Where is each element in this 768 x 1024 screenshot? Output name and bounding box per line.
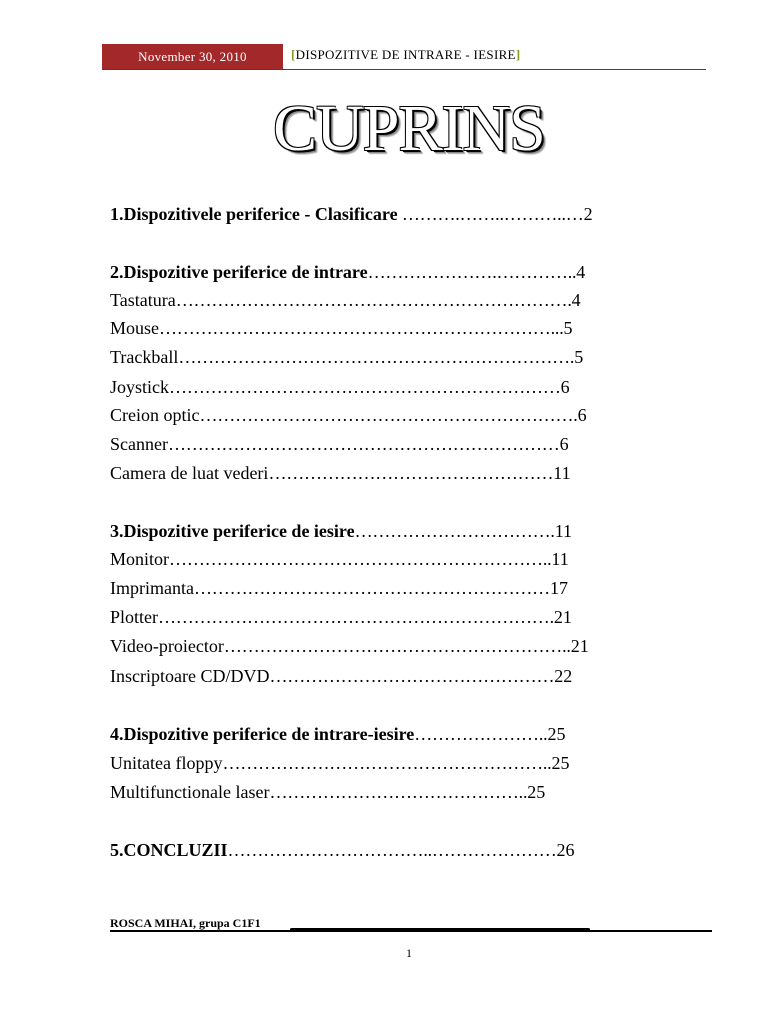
toc-entry-page: 5	[574, 347, 584, 367]
toc-entry-page: 4	[571, 290, 581, 310]
toc-entry-label: 5.CONCLUZII	[110, 840, 228, 860]
toc-entry	[110, 723, 565, 745]
toc-entry-label: 3.Dispozitive periferice de iesire	[110, 521, 355, 541]
toc-entry-page: 11	[553, 463, 571, 483]
page-title: CUPRINS	[273, 92, 545, 165]
toc-entry-page: 6	[559, 434, 569, 454]
toc-entry	[110, 404, 587, 426]
toc-entry-page: 25	[551, 753, 570, 773]
header-bracket-close: ]	[515, 47, 521, 62]
toc-entry	[110, 261, 585, 283]
toc-entry-leader: ………………………………………………………….	[158, 607, 554, 627]
toc-entry	[110, 839, 575, 861]
toc-entry-label: Video-proiector	[110, 636, 224, 656]
toc-entry	[110, 520, 572, 542]
toc-entry-page: 22	[554, 666, 573, 686]
toc-entry	[110, 665, 572, 687]
toc-entry	[110, 462, 571, 484]
toc-entry-label: 1.Dispozitivele periferice - Clasificare	[110, 204, 398, 224]
toc-entry-leader: ……….……..………..…	[397, 204, 584, 224]
toc-entry-label: Mouse	[110, 318, 159, 338]
toc-entry	[110, 781, 545, 803]
toc-entry-leader: …………………………………………………………	[169, 377, 561, 397]
toc-entry-label: 2.Dispozitive periferice de intrare	[110, 262, 368, 282]
toc-entry-page: 25	[547, 724, 566, 744]
toc-entry-page: 6	[560, 377, 570, 397]
toc-entry-label: Scanner	[110, 434, 168, 454]
toc-entry	[110, 577, 568, 599]
toc-entry-label: Monitor	[110, 549, 170, 569]
toc-entry	[110, 317, 573, 339]
toc-entry-label: Camera de luat vederi	[110, 463, 269, 483]
toc-entry-page: 4	[576, 262, 586, 282]
toc-entry-leader: …………………………………………	[268, 463, 554, 483]
page-number: 1	[406, 946, 412, 960]
toc-entry-leader: …………………..	[414, 724, 548, 744]
toc-entry-leader: ……………………………..…………………	[227, 840, 557, 860]
toc-entry	[110, 635, 589, 657]
toc-entry-leader: ………………………………………………………….	[178, 347, 575, 367]
toc-entry	[110, 203, 593, 225]
toc-entry-label: Imprimanta	[110, 578, 194, 598]
header-bracket-open: [	[291, 47, 296, 62]
toc-entry-leader: …………………………………………………..	[223, 636, 571, 656]
toc-entry-page: 25	[527, 782, 546, 802]
toc-entry-leader: …………………………………………	[269, 666, 555, 686]
toc-entry	[110, 548, 569, 570]
footer-author: ROSCA MIHAI, grupa C1F1	[110, 916, 261, 930]
toc-entry-label: Trackball	[110, 347, 179, 367]
footer-divider-accent	[290, 928, 590, 931]
toc-entry-page: 5	[563, 318, 573, 338]
toc-entry-label: Unitatea floppy	[110, 753, 223, 773]
header-title-text: DISPOZITIVE DE INTRARE - IESIRE	[295, 47, 516, 62]
toc-entry-leader: …………………………………………………………	[167, 434, 560, 454]
toc-entry-leader: ……………………………………..	[269, 782, 528, 802]
toc-entry-page: 6	[577, 405, 587, 425]
toc-entry	[110, 752, 569, 774]
header-date: November 30, 2010	[102, 44, 283, 70]
toc-entry-label: Joystick	[110, 377, 170, 397]
toc-entry-page: 2	[583, 204, 593, 224]
toc-entry	[110, 289, 581, 311]
toc-entry-page: 11	[551, 549, 569, 569]
toc-entry-page: 21	[570, 636, 589, 656]
toc-entry-label: Inscriptoare CD/DVD	[110, 666, 270, 686]
toc-entry-page: 21	[553, 607, 572, 627]
toc-entry-label: 4.Dispozitive periferice de intrare-iesire	[110, 724, 415, 744]
toc-entry-page: 17	[550, 578, 568, 598]
toc-entry	[110, 346, 583, 368]
toc-entry-leader: ………………….…………..	[367, 262, 577, 282]
toc-entry-leader: ………………………………………………………..	[169, 549, 552, 569]
toc-entry	[110, 606, 572, 628]
toc-entry-label: Tastatura	[110, 290, 176, 310]
toc-entry-label: Multifunctionale laser	[110, 782, 270, 802]
toc-entry-label: Creion optic	[110, 405, 200, 425]
toc-entry-leader: …………………………………………………………...	[159, 318, 564, 338]
toc-entry-page: 26	[556, 840, 575, 860]
toc-entry	[110, 433, 569, 455]
toc-entry-leader: ………………………………………………..	[222, 753, 552, 773]
toc-entry-leader: ……………………………………………………	[193, 578, 550, 598]
toc-entry-leader: …………………………….	[354, 521, 555, 541]
toc-entry-leader: ……………………………………………………….	[199, 405, 578, 425]
toc-entry	[110, 376, 570, 398]
toc-entry-page: 11	[554, 521, 573, 541]
toc-entry-label: Plotter	[110, 607, 158, 627]
toc-entry-leader: ………………………………………………………….	[175, 290, 572, 310]
